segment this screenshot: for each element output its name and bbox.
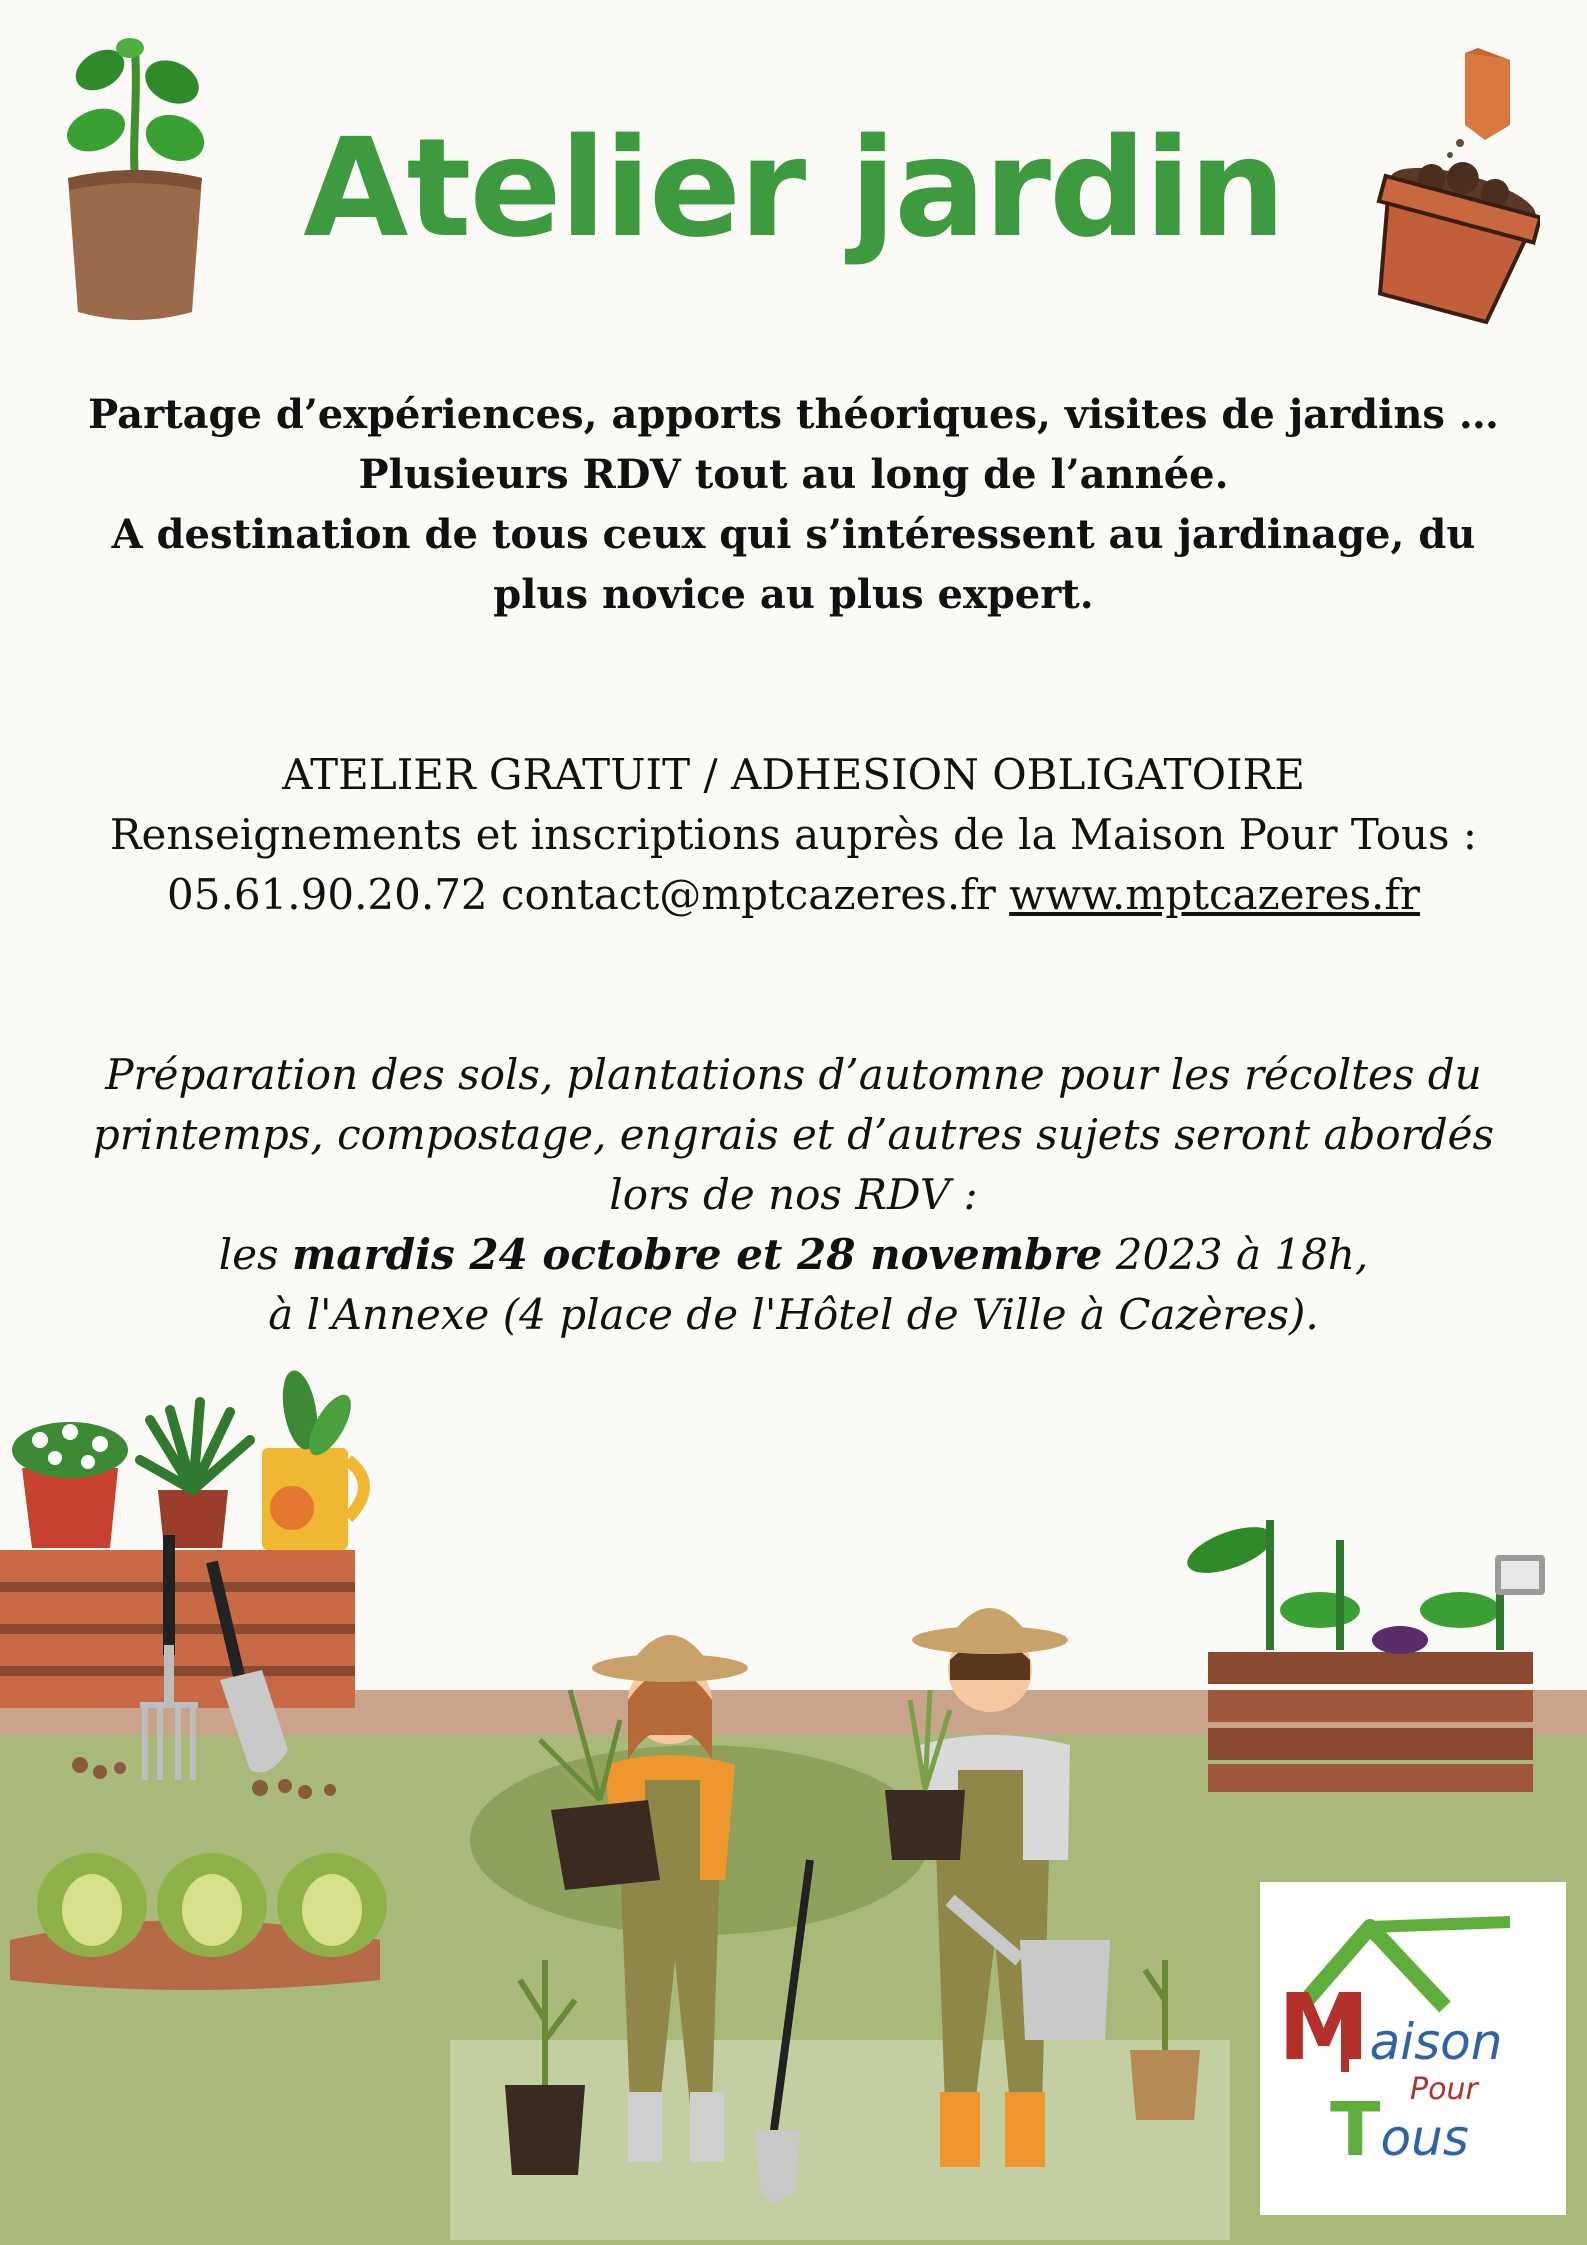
logo-m: M: [1278, 1974, 1370, 2081]
website-link[interactable]: www.mptcazeres.fr: [1009, 870, 1420, 919]
email-address[interactable]: contact@mptcazeres.fr: [501, 870, 996, 919]
flower-pot-icon: [1360, 45, 1540, 325]
pricing-line: ATELIER GRATUIT / ADHESION OBLIGATOIRE: [282, 750, 1305, 799]
page-title: Atelier jardin: [303, 110, 1284, 268]
maison-pour-tous-logo: [1260, 1882, 1566, 2215]
dates-bold: mardis 24 octobre et 28 novembre: [291, 1230, 1103, 1279]
intro-line: A destination de tous ceux qui s’intéressent au jardinage, du: [111, 511, 1476, 558]
intro-text: [40, 385, 1547, 625]
logo-pour: Pour: [1410, 2072, 1478, 2107]
location-line: à l'Annexe (4 place de l'Hôtel de Ville à Cazères).: [268, 1290, 1319, 1339]
lettuce-bed-icon: [10, 1853, 387, 1990]
session-details: [40, 1045, 1547, 1345]
logo-ous: ous: [1380, 2109, 1469, 2167]
details-line: printemps, compostage, engrais et d’autres sujets seront abordés: [92, 1110, 1495, 1159]
potted-flowers-icon: [12, 1422, 128, 1548]
seedling-pot-icon: [60, 30, 210, 330]
potted-plant-icon: [140, 1402, 250, 1548]
raised-vegetable-bed-icon: [1182, 1518, 1545, 1792]
registration-line: Renseignements et inscriptions auprès de la Maison Pour Tous :: [109, 810, 1478, 859]
details-line: lors de nos RDV :: [609, 1170, 978, 1219]
dates-suffix: 2023 à 18h,: [1102, 1230, 1369, 1279]
logo-aison: aison: [1369, 2013, 1503, 2071]
dates-line: [40, 1225, 1547, 1285]
contact-line: [40, 865, 1547, 925]
intro-line: plus novice au plus expert.: [493, 571, 1094, 618]
logo-text: [1278, 1974, 1502, 2081]
phone-number: 05.61.90.20.72: [167, 870, 488, 919]
intro-line: Plusieurs RDV tout au long de l’année.: [358, 451, 1229, 498]
wooden-crate-icon: [0, 1550, 355, 1708]
details-line: Préparation des sols, plantations d’automne pour les récoltes du: [105, 1050, 1482, 1099]
contact-info: [40, 745, 1547, 925]
logo-t: T: [1330, 2087, 1381, 2173]
intro-line: Partage d’expériences, apports théoriques, visites de jardins …: [88, 391, 1499, 438]
dates-prefix: les: [218, 1230, 292, 1279]
logo-tous: [1330, 2087, 1469, 2173]
yellow-pitcher-icon: [262, 1368, 364, 1550]
